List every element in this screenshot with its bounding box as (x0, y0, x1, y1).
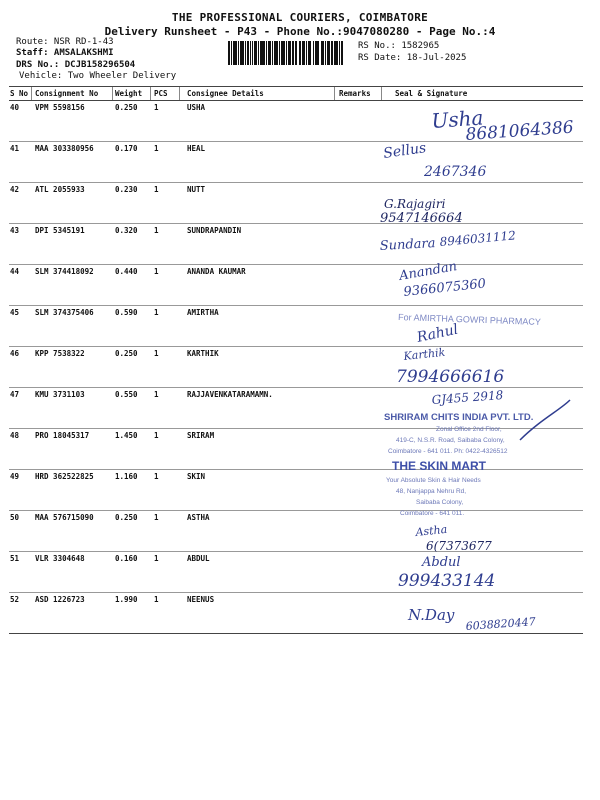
cell-pcs: 1 (154, 554, 159, 563)
cell-consignee: AMIRTHA (187, 308, 219, 317)
cell-weight: 0.440 (115, 267, 138, 276)
barcode-image (228, 41, 352, 65)
cell-pcs: 1 (154, 308, 159, 317)
cell-consignment: KMU 3731103 (35, 390, 85, 399)
cell-consignment: MAA 303380956 (35, 144, 94, 153)
signature-46: Karthik (402, 345, 446, 363)
stamp-47-line1: Zonal Office 2nd Floor, (436, 426, 502, 433)
company-title: THE PROFESSIONAL COURIERS, COIMBATORE (171, 11, 429, 24)
cell-pcs: 1 (154, 267, 159, 276)
cell-consignee: RAJJAVENKATARAMAMN. (187, 390, 273, 399)
signature-41: Sellus (382, 140, 428, 162)
cell-consignee: KARTHIK (187, 349, 219, 358)
cell-consignee: USHA (187, 103, 206, 112)
col-consignee: Consignee Details (187, 89, 264, 98)
cell-consignee: ABDUL (187, 554, 210, 563)
barcode-bar (315, 41, 318, 65)
signature-52: N.Day (408, 606, 455, 624)
phone-51: 999433144 (398, 571, 496, 591)
barcode-bar (304, 41, 305, 65)
phone-52: 6038820447 (465, 615, 537, 633)
cell-pcs: 1 (154, 431, 159, 440)
phone-42: 9547146664 (380, 211, 463, 226)
cell-consignee: SRIRAM (187, 431, 215, 440)
barcode-bar (256, 41, 257, 65)
signature-44: Anandan (398, 259, 459, 284)
cell-consignment: PRO 18045317 (35, 431, 90, 440)
barcode-bar (289, 41, 291, 65)
cell-pcs: 1 (154, 144, 159, 153)
table-body (9, 101, 583, 633)
cell-pcs: 1 (154, 513, 159, 522)
barcode-bar (247, 41, 250, 65)
col-sno: S No (10, 89, 29, 98)
cell-consignment: KPP 7538322 (35, 349, 85, 358)
cell-consignee: HEAL (187, 144, 206, 153)
cell-consignee: SKIN (187, 472, 206, 481)
barcode-bar (296, 41, 297, 65)
cell-pcs: 1 (154, 390, 159, 399)
cell-consignment: ASD 1226723 (35, 595, 85, 604)
cell-sno: 51 (10, 554, 20, 563)
signature-45: Rahul (415, 321, 460, 346)
cell-consignment: VPM 5598156 (35, 103, 85, 112)
cell-pcs: 1 (154, 349, 159, 358)
table-row (9, 306, 583, 347)
barcode-bar (250, 41, 251, 65)
cell-sno: 43 (10, 226, 20, 235)
table-row (9, 101, 583, 142)
cell-sno: 40 (10, 103, 20, 112)
rs-number: RS No.: 1582965 (358, 41, 440, 51)
col-seal: Seal & Signature (395, 89, 468, 98)
barcode-bar (325, 41, 326, 65)
route-text: Route: NSR RD-1-43 (16, 37, 114, 47)
number-41: 2467346 (424, 164, 487, 180)
cell-sno: 42 (10, 185, 20, 194)
cell-weight: 1.160 (115, 472, 138, 481)
table-row (9, 470, 583, 511)
cell-consignment: ATL 2055933 (35, 185, 85, 194)
signature-50: Astha (414, 522, 448, 539)
stamp-49-name: THE SKIN MART (392, 459, 486, 473)
cell-weight: 0.170 (115, 144, 138, 153)
table-header (9, 87, 583, 101)
vehicle-text: Vehicle: Two Wheeler Delivery (19, 71, 177, 81)
runsheet-title: Delivery Runsheet - P43 - Phone No.:9047080280 - Page No.:4 (104, 25, 496, 38)
phone-43: 8946031112 (439, 228, 517, 249)
cell-weight: 0.320 (115, 226, 138, 235)
cell-pcs: 1 (154, 595, 159, 604)
cell-consignee: ASTHA (187, 513, 210, 522)
cell-pcs: 1 (154, 226, 159, 235)
phone-46: 7994666616 (396, 367, 505, 387)
rs-date: RS Date: 18-Jul-2025 (358, 53, 467, 63)
cell-consignee: ANANDA KAUMAR (187, 267, 246, 276)
phone-44: 9366075360 (402, 276, 487, 300)
barcode-bar (299, 41, 302, 65)
cell-consignment: VLR 3304648 (35, 554, 85, 563)
cell-weight: 0.550 (115, 390, 138, 399)
col-pcs: PCS (154, 89, 168, 98)
drs-number: DRS No.: DCJB158296504 (16, 60, 136, 70)
barcode-bar (262, 41, 265, 65)
cell-sno: 49 (10, 472, 20, 481)
barcode-bar (335, 41, 338, 65)
barcode-bar (281, 41, 284, 65)
cell-sno: 47 (10, 390, 20, 399)
cell-consignment: DPI 5345191 (35, 226, 85, 235)
cell-consignment: SLM 374418092 (35, 267, 94, 276)
cell-pcs: 1 (154, 103, 159, 112)
stamp-47-line3: Coimbatore - 641 011. Ph: 0422-4326512 (388, 448, 508, 455)
table-row (9, 265, 583, 306)
barcode-bar (331, 41, 333, 65)
cell-weight: 1.450 (115, 431, 138, 440)
table-row (9, 429, 583, 470)
table-row (9, 183, 583, 224)
cell-consignee: NEENUS (187, 595, 215, 604)
barcode-bar (341, 41, 343, 65)
cell-sno: 50 (10, 513, 20, 522)
barcode-bar (276, 41, 278, 65)
cell-pcs: 1 (154, 472, 159, 481)
table-row (9, 347, 583, 388)
table-row (9, 388, 583, 429)
runsheet-table (9, 86, 583, 634)
table-row (9, 224, 583, 265)
cell-pcs: 1 (154, 185, 159, 194)
cell-consignment: HRD 362522825 (35, 472, 94, 481)
stamp-45: For AMIRTHA GOWRI PHARMACY (397, 312, 542, 327)
cell-sno: 45 (10, 308, 20, 317)
cell-consignee: SUNDRAPANDIN (187, 226, 242, 235)
cell-weight: 0.590 (115, 308, 138, 317)
stamp-47-name: SHRIRAM CHITS INDIA PVT. LTD. (384, 412, 534, 423)
cell-sno: 52 (10, 595, 20, 604)
table-row (9, 511, 583, 552)
barcode-bar (228, 41, 230, 65)
cell-weight: 0.160 (115, 554, 138, 563)
number-47: GJ455 2918 (431, 388, 504, 407)
signature-51: Abdul (422, 555, 461, 570)
col-weight: Weight (115, 89, 143, 98)
phone-40: 8681064386 (464, 117, 575, 145)
stamp-49-line2: 48, Nanjappa Nehru Rd, (396, 488, 467, 495)
cell-consignment: SLM 374375406 (35, 308, 94, 317)
stamp-47-line2: 419-C, N.S.R. Road, Saibaba Colony, (396, 437, 505, 444)
cell-weight: 0.230 (115, 185, 138, 194)
cell-weight: 1.990 (115, 595, 138, 604)
cell-consignee: NUTT (187, 185, 206, 194)
barcode-bar (318, 41, 319, 65)
stamp-49-line1: Your Absolute Skin & Hair Needs (386, 477, 481, 484)
barcode-bar (310, 41, 311, 65)
barcode-bar (242, 41, 244, 65)
cell-weight: 0.250 (115, 103, 138, 112)
signature-42: G.Rajagiri (384, 197, 446, 211)
number-50: 6(7373677 (426, 539, 492, 553)
cell-weight: 0.250 (115, 513, 138, 522)
barcode-bar (284, 41, 285, 65)
cell-sno: 46 (10, 349, 20, 358)
staff-text: Staff: AMSALAKSHMI (16, 48, 114, 58)
barcode-bar (234, 41, 237, 65)
signature-40: Usha (430, 105, 485, 133)
cell-sno: 41 (10, 144, 20, 153)
cell-sno: 44 (10, 267, 20, 276)
table-row (9, 552, 583, 593)
barcode-bar (269, 41, 271, 65)
cell-consignment: MAA 576715090 (35, 513, 94, 522)
table-row (9, 593, 583, 633)
stamp-49-line4: Coimbatore - 641 011. (400, 510, 465, 517)
stamp-49-line3: Saibaba Colony, (416, 499, 464, 506)
cell-weight: 0.250 (115, 349, 138, 358)
cell-sno: 48 (10, 431, 20, 440)
signature-43: Sundara (379, 236, 436, 254)
col-consignment: Consignment No (35, 89, 99, 98)
col-remarks: Remarks (339, 89, 371, 98)
barcode-bar (339, 41, 340, 65)
table-row (9, 142, 583, 183)
